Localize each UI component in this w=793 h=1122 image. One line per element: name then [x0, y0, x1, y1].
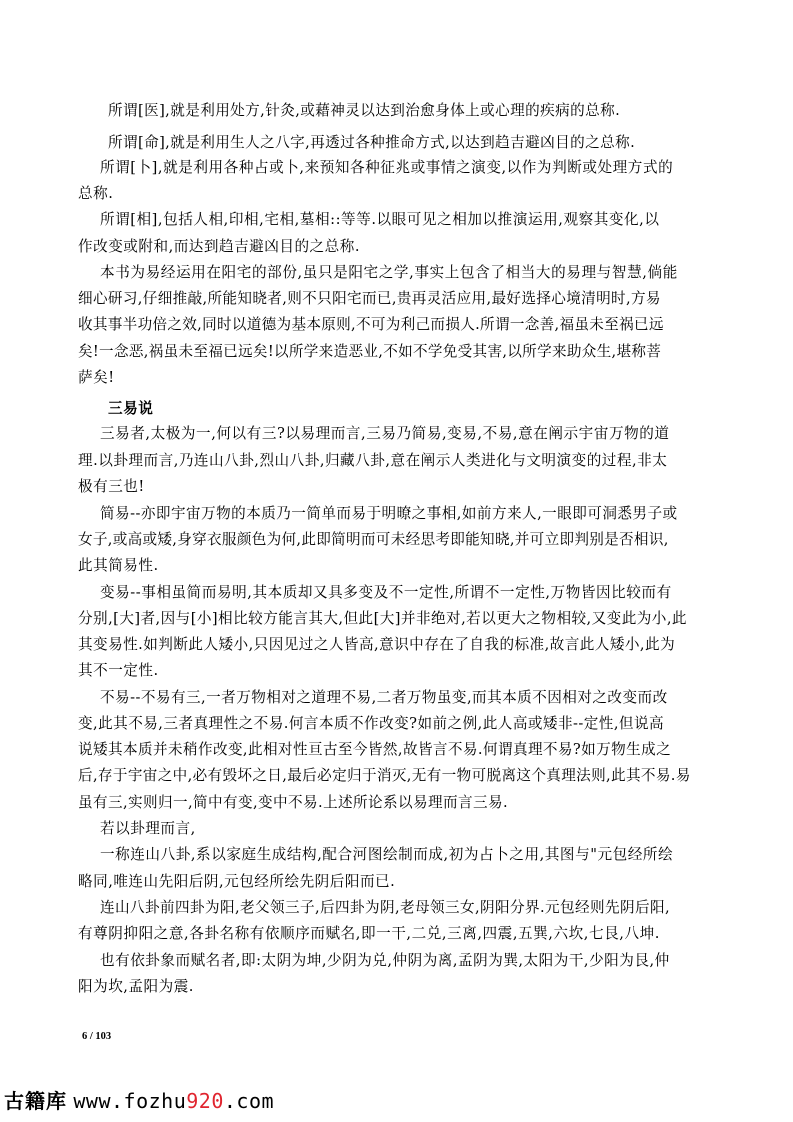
text-line: 说矮其本质并未稍作改变,此相对性亘古至今皆然,故皆言不易.何谓真理不易?如万物生成之: [78, 741, 672, 758]
text-line: 变易--事相虽简而易明,其本质却又具多变及不一定性,所谓不一定性,万物皆因比较而有: [100, 584, 672, 601]
text-line: 阳为坎,孟阳为震.: [78, 978, 194, 995]
text-line: 所谓[医],就是利用处方,针灸,或藉神灵以达到治愈身体上或心理的疾病的总称.: [108, 102, 621, 119]
text-line: 其变易性.如判断此人矮小,只因见过之人皆高,意识中存在了自我的标准,故言此人矮小,此为: [78, 636, 676, 653]
text-line: 所谓[相],包括人相,印相,宅相,墓相::等等.以眼可见之相加以推演运用,观察其变化,以: [100, 211, 660, 228]
text-line: 三易者,太极为一,何以有三?以易理而言,三易乃简易,变易,不易,意在阐示宇宙万物的道: [100, 425, 670, 442]
text-line: 分别,[大]者,因与[小]相比较方能言其大,但此[大]并非绝对,若以更大之物相较,又变此为小,此: [78, 610, 687, 627]
text-line: 极有三也!: [78, 478, 145, 495]
text-line: 一称连山八卦,系以家庭生成结构,配合河图绘制而成,初为占卜之用,其图与"元包经所绘: [100, 846, 674, 863]
text-line: 有尊阴抑阳之意,各卦名称有依顺序而赋名,即一干,二兑,三离,四震,五巽,六坎,七艮,八坤.: [78, 925, 660, 942]
text-line: 收其事半功倍之效,同时以道德为基本原则,不可为利己而损人.所谓一念善,福虽未至祸已远: [78, 316, 664, 333]
page-number: 6 / 103: [82, 1031, 112, 1042]
watermark-url-prefix: www.fozhu: [73, 1089, 187, 1113]
text-line: 略同,唯连山先阳后阴,元包经所绘先阴后阳而已.: [78, 873, 396, 890]
watermark-url-number: 920: [186, 1089, 224, 1113]
text-line: 女子,或高或矮,身穿衣服颜色为何,此即简明而可未经思考即能知晓,并可立即判别是否相识,: [78, 531, 669, 548]
text-line: 连山八卦前四卦为阳,老父领三子,后四卦为阴,老母领三女,阴阳分界.元包经则先阴后阳,: [100, 899, 671, 916]
text-line: 此其简易性.: [78, 557, 159, 574]
section-heading: 三易说: [108, 400, 154, 417]
text-line: 若以卦理而言,: [100, 820, 196, 837]
text-line: 所谓[命],就是利用生人之八字,再透过各种推命方式,以达到趋吉避凶目的之总称.: [108, 134, 636, 151]
watermark-url: [73, 1089, 274, 1113]
text-line: 总称.: [78, 185, 114, 202]
text-line: 后,存于宇宙之中,必有毁坏之日,最后必定归于消灭,无有一物可脱离这个真理法则,此其不易.易: [78, 767, 691, 784]
text-line: 简易--亦即宇宙万物的本质乃一简单而易于明暸之事相,如前方来人,一眼即可洞悉男子或: [100, 505, 678, 522]
text-line: 萨矣!: [78, 369, 115, 386]
watermark-brand: 古籍库: [4, 1089, 67, 1113]
text-line: 细心研习,仔细推敲,所能知晓者,则不只阳宅而已,贵再灵活应用,最好选择心境清明时,方易: [78, 290, 661, 307]
text-line: 变,此其不易,三者真理性之不易.何言本质不作改变?如前之例,此人高或矮非--定性,但说高: [78, 715, 665, 732]
text-line: 理.以卦理而言,乃连山八卦,烈山八卦,归藏八卦,意在阐示人类进化与文明演变的过程,非太: [78, 452, 668, 469]
text-line: 所谓[卜],就是利用各种占或卜,来预知各种征兆或事情之演变,以作为判断或处理方式的: [100, 159, 674, 176]
text-line: 虽有三,实则归一,简中有变,变中不易.上述所论系以易理而言三易.: [78, 794, 509, 811]
text-line: 作改变或附和,而达到趋吉避凶目的之总称.: [78, 238, 360, 255]
site-watermark: [4, 1088, 274, 1114]
text-line: 矣!一念恶,祸虽未至福已远矣!以所学来造恶业,不如不学免受其害,以所学来助众生,堪称菩: [78, 343, 662, 360]
text-line: 也有依卦象而赋名者,即:太阴为坤,少阴为兑,仲阴为离,孟阴为巽,太阳为干,少阳为艮,仲: [100, 952, 670, 969]
text-line: 其不一定性.: [78, 662, 159, 679]
text-line: 本书为易经运用在阳宅的部份,虽只是阳宅之学,事实上包含了相当大的易理与智慧,倘能: [100, 264, 678, 281]
watermark-url-suffix: .com: [223, 1089, 275, 1113]
text-line: 不易--不易有三,一者万物相对之道理不易,二者万物虽变,而其本质不因相对之改变而改: [100, 689, 668, 706]
